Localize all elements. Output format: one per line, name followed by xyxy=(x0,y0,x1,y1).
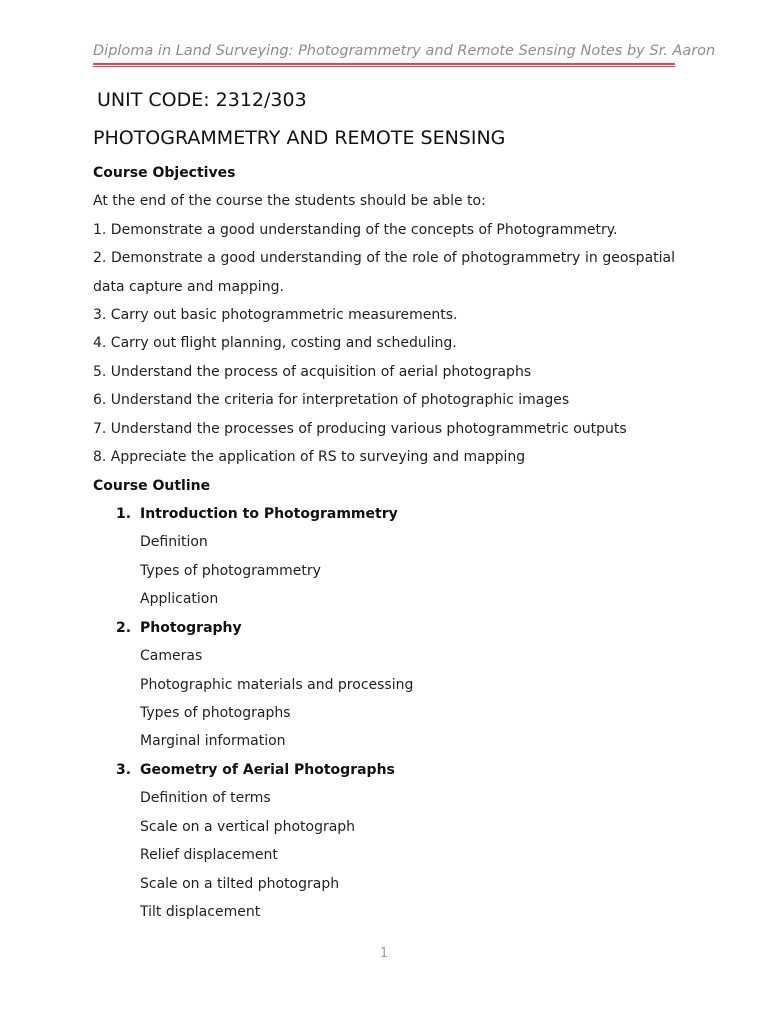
outline-topic: Scale on a vertical photograph xyxy=(140,819,356,835)
outline-topic: Cameras xyxy=(140,648,203,664)
outline-topic: Application xyxy=(140,591,219,607)
objectives-heading: Course Objectives xyxy=(93,165,236,181)
unit-code: UNIT CODE: 2312/303 xyxy=(97,89,307,111)
objective-item: 4. Carry out flight planning, costing and scheduling. xyxy=(93,335,457,351)
outline-topic: Photographic materials and processing xyxy=(140,677,414,693)
outline-topic: Scale on a tilted photograph xyxy=(140,876,340,892)
outline-topic: Types of photogrammetry xyxy=(140,563,321,579)
objective-item: 1. Demonstrate a good understanding of the concepts of Photogrammetry. xyxy=(93,222,618,238)
objective-item: 2. Demonstrate a good understanding of the role of photogrammetry in geospatial xyxy=(93,250,675,266)
objective-item: 5. Understand the process of acquisition of aerial photographs xyxy=(93,364,532,380)
objective-item: 8. Appreciate the application of RS to surveying and mapping xyxy=(93,449,526,465)
objective-item: 6. Understand the criteria for interpretation of photographic images xyxy=(93,392,570,408)
outline-section-number: 3. xyxy=(116,762,132,778)
outline-section-title: Introduction to Photogrammetry xyxy=(140,506,398,522)
objective-item: 3. Carry out basic photogrammetric measurements. xyxy=(93,307,458,323)
header-rule xyxy=(93,63,675,65)
running-header: Diploma in Land Surveying: Photogrammetry and Remote Sensing Notes by Sr. Aaron xyxy=(93,43,716,59)
outline-section-title: Geometry of Aerial Photographs xyxy=(140,762,395,778)
outline-topic: Relief displacement xyxy=(140,847,278,863)
outline-section-number: 1. xyxy=(116,506,132,522)
objectives-intro: At the end of the course the students should be able to: xyxy=(93,193,486,209)
objective-item: 7. Understand the processes of producing various photogrammetric outputs xyxy=(93,421,627,437)
objective-item-continuation: data capture and mapping. xyxy=(93,279,284,295)
outline-section-number: 2. xyxy=(116,620,132,636)
outline-topic: Marginal information xyxy=(140,733,286,749)
outline-section-title: Photography xyxy=(140,620,242,636)
header-rule-secondary xyxy=(93,66,675,67)
outline-topic: Definition of terms xyxy=(140,790,271,806)
outline-heading: Course Outline xyxy=(93,478,211,494)
document-title: PHOTOGRAMMETRY AND REMOTE SENSING xyxy=(93,127,506,149)
outline-topic: Types of photographs xyxy=(140,705,291,721)
page-number: 1 xyxy=(379,946,389,961)
outline-topic: Definition xyxy=(140,534,208,550)
outline-topic: Tilt displacement xyxy=(140,904,261,920)
